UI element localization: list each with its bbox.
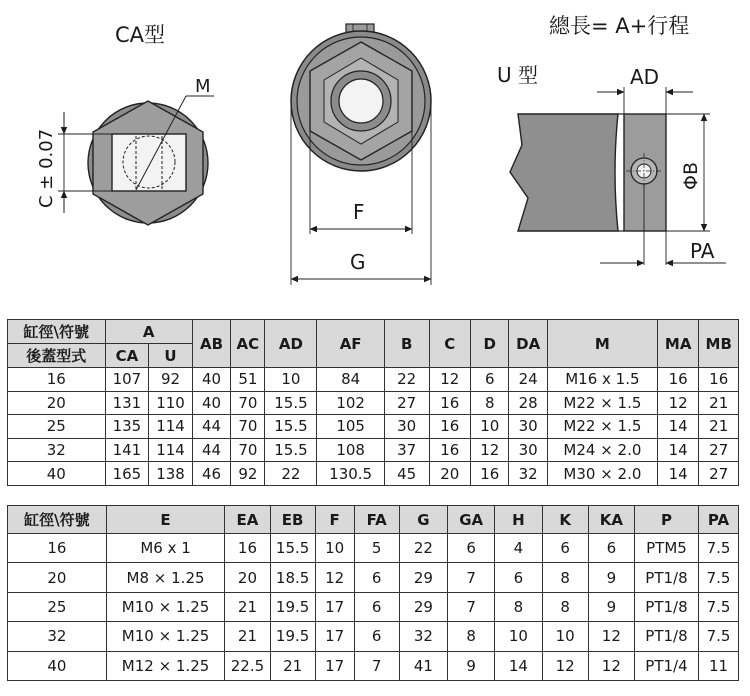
table-cell: 41 xyxy=(399,651,447,680)
table1-header-ca: CA xyxy=(105,344,149,368)
table1-header-ad: AD xyxy=(265,320,317,368)
table-cell: 131 xyxy=(105,391,149,415)
label-m: M xyxy=(195,76,211,97)
table-cell: 6 xyxy=(448,534,495,563)
table-cell: 8 xyxy=(448,622,495,651)
table-row xyxy=(8,462,739,486)
table-cell: 19.5 xyxy=(270,592,315,621)
table-cell: 165 xyxy=(105,462,149,486)
label-f: F xyxy=(353,200,365,224)
table2-header-row xyxy=(8,506,739,534)
table-cell: 12 xyxy=(657,391,699,415)
table1-header-m: M xyxy=(547,320,657,368)
table-cell: 16 xyxy=(429,391,471,415)
table1-header-b: B xyxy=(384,320,429,368)
table-cell: 5 xyxy=(354,534,399,563)
technical-drawings xyxy=(0,0,750,310)
table-cell: 18.5 xyxy=(270,563,315,592)
table2-header-ga: GA xyxy=(448,506,495,534)
table2-header-f: F xyxy=(315,506,354,534)
table-cell: 21 xyxy=(225,592,270,621)
table1-header-row-1 xyxy=(8,320,739,344)
table-cell: M24 × 2.0 xyxy=(547,438,657,462)
table-cell: 20 xyxy=(225,563,270,592)
table-cell: 21 xyxy=(270,651,315,680)
table-cell: 27 xyxy=(384,391,429,415)
table-cell: M30 × 2.0 xyxy=(547,462,657,486)
table-cell: PT1/8 xyxy=(634,622,698,651)
table-cell: PT1/8 xyxy=(634,563,698,592)
table1-header-bore: 缸徑\符號 xyxy=(8,320,106,344)
table-cell: 24 xyxy=(509,368,547,392)
table-row xyxy=(8,622,739,651)
table-row xyxy=(8,651,739,680)
table-row xyxy=(8,438,739,462)
table-cell: 7 xyxy=(448,592,495,621)
label-c-tolerance: C ± 0.07 xyxy=(36,128,57,208)
table-cell: 11 xyxy=(699,651,739,680)
table2-header-e: E xyxy=(106,506,225,534)
bore-size-cell: 16 xyxy=(8,368,106,392)
table-cell: 138 xyxy=(149,462,193,486)
table2-header-ka: KA xyxy=(588,506,634,534)
table-cell: 27 xyxy=(699,462,739,486)
ca-title: CA型 xyxy=(115,23,166,47)
table-cell: 107 xyxy=(105,368,149,392)
table1-header-c: C xyxy=(429,320,471,368)
table-cell: 28 xyxy=(509,391,547,415)
table-cell: 19.5 xyxy=(270,622,315,651)
table-cell: 32 xyxy=(509,462,547,486)
table-row xyxy=(8,368,739,392)
table1-header-ma: MA xyxy=(657,320,699,368)
table2-header-bore: 缸徑\符號 xyxy=(8,506,107,534)
bore-size-cell: 40 xyxy=(8,651,107,680)
table-cell: 10 xyxy=(542,622,588,651)
bore-size-cell: 25 xyxy=(8,415,106,439)
table-cell: 40 xyxy=(192,391,230,415)
table-cell: 70 xyxy=(231,438,265,462)
table1-header-af: AF xyxy=(317,320,384,368)
table-cell: 6 xyxy=(542,534,588,563)
bore-size-cell: 32 xyxy=(8,438,106,462)
table-cell: 92 xyxy=(231,462,265,486)
table-cell: 14 xyxy=(495,651,542,680)
table-cell: 8 xyxy=(542,563,588,592)
table-cell: PT1/4 xyxy=(634,651,698,680)
table-cell: 22 xyxy=(384,368,429,392)
table-cell: 9 xyxy=(588,592,634,621)
table1-header-a: A xyxy=(105,320,192,344)
table-cell: 105 xyxy=(317,415,384,439)
u-body xyxy=(510,114,618,231)
table-cell: M10 × 1.25 xyxy=(106,622,225,651)
table2-header-k: K xyxy=(542,506,588,534)
table2-header-eb: EB xyxy=(270,506,315,534)
table-cell: M6 x 1 xyxy=(106,534,225,563)
end-view xyxy=(291,24,431,285)
label-ad: AD xyxy=(630,65,660,89)
table-cell: 14 xyxy=(657,415,699,439)
table-cell: 102 xyxy=(317,391,384,415)
table1-header-da: DA xyxy=(509,320,547,368)
table-cell: 16 xyxy=(699,368,739,392)
table-cell: 44 xyxy=(192,438,230,462)
table-cell: 114 xyxy=(149,415,193,439)
table-cell: 114 xyxy=(149,438,193,462)
table-cell: M10 × 1.25 xyxy=(106,592,225,621)
table-cell: 9 xyxy=(448,651,495,680)
table-cell: 17 xyxy=(315,651,354,680)
table-cell: 51 xyxy=(231,368,265,392)
table-cell: 7 xyxy=(354,651,399,680)
table-cell: 22 xyxy=(399,534,447,563)
table-cell: 8 xyxy=(542,592,588,621)
table-cell: M16 x 1.5 xyxy=(547,368,657,392)
bore-size-cell: 40 xyxy=(8,462,106,486)
table-cell: 22.5 xyxy=(225,651,270,680)
table-cell: 7.5 xyxy=(699,622,739,651)
table-cell: 135 xyxy=(105,415,149,439)
table-cell: 16 xyxy=(429,415,471,439)
table-cell: 7.5 xyxy=(699,534,739,563)
dimension-table-2 xyxy=(7,505,739,681)
table-cell: 17 xyxy=(315,592,354,621)
bore-size-cell: 25 xyxy=(8,592,107,621)
table2-header-h: H xyxy=(495,506,542,534)
table-cell: 29 xyxy=(399,592,447,621)
table1-header-cover-type: 後蓋型式 xyxy=(8,344,106,368)
table-cell: 15.5 xyxy=(265,438,317,462)
table1-header-ab: AB xyxy=(192,320,230,368)
table-cell: 12 xyxy=(588,622,634,651)
table1-body xyxy=(8,368,739,486)
table-cell: 21 xyxy=(699,415,739,439)
table-cell: 14 xyxy=(657,438,699,462)
table-cell: 27 xyxy=(699,438,739,462)
table-cell: 30 xyxy=(509,438,547,462)
table-cell: M22 × 1.5 xyxy=(547,415,657,439)
table-cell: 20 xyxy=(429,462,471,486)
bore-size-cell: 20 xyxy=(8,391,106,415)
table-cell: 44 xyxy=(192,415,230,439)
table-cell: 10 xyxy=(471,415,509,439)
ca-type-view xyxy=(36,23,214,225)
table-cell: 22 xyxy=(265,462,317,486)
table2-header-fa: FA xyxy=(354,506,399,534)
table-cell: 6 xyxy=(354,563,399,592)
table-cell: M12 × 1.25 xyxy=(106,651,225,680)
table-cell: 70 xyxy=(231,391,265,415)
table-cell: 37 xyxy=(384,438,429,462)
table-cell: 8 xyxy=(495,592,542,621)
table-cell: 12 xyxy=(542,651,588,680)
table-cell: 108 xyxy=(317,438,384,462)
table-cell: PTM5 xyxy=(634,534,698,563)
table-cell: 10 xyxy=(315,534,354,563)
table-cell: 92 xyxy=(149,368,193,392)
table-cell: 17 xyxy=(315,622,354,651)
table-cell: 40 xyxy=(192,368,230,392)
table1-header-u: U xyxy=(149,344,193,368)
table-cell: 16 xyxy=(225,534,270,563)
label-g: G xyxy=(350,250,366,274)
table-cell: 21 xyxy=(225,622,270,651)
table-cell: 12 xyxy=(471,438,509,462)
table-cell: 10 xyxy=(265,368,317,392)
label-pa: PA xyxy=(690,239,715,263)
table-cell: 15.5 xyxy=(265,391,317,415)
bore-size-cell: 20 xyxy=(8,563,107,592)
table-cell: 130.5 xyxy=(317,462,384,486)
table-row xyxy=(8,563,739,592)
table-cell: 12 xyxy=(588,651,634,680)
table2-header-ea: EA xyxy=(225,506,270,534)
table-cell: 14 xyxy=(657,462,699,486)
table-row xyxy=(8,415,739,439)
table-cell: 15.5 xyxy=(265,415,317,439)
table2-body xyxy=(8,534,739,681)
table-row xyxy=(8,534,739,563)
table-cell: 8 xyxy=(471,391,509,415)
table2-header-p: P xyxy=(634,506,698,534)
table-cell: 16 xyxy=(429,438,471,462)
table-cell: 7.5 xyxy=(699,563,739,592)
end-bore xyxy=(339,79,383,123)
table1-header-d: D xyxy=(471,320,509,368)
table-cell: 30 xyxy=(384,415,429,439)
table-cell: 12 xyxy=(429,368,471,392)
table-cell: 45 xyxy=(384,462,429,486)
total-length-label: 總長= A+行程 xyxy=(549,14,690,38)
table-cell: 70 xyxy=(231,415,265,439)
table-cell: 46 xyxy=(192,462,230,486)
table-cell: 7 xyxy=(448,563,495,592)
table-cell: 21 xyxy=(699,391,739,415)
table2-header-g: G xyxy=(399,506,447,534)
table-cell: 32 xyxy=(399,622,447,651)
table-cell: 16 xyxy=(657,368,699,392)
table-row xyxy=(8,592,739,621)
table-row xyxy=(8,391,739,415)
table-cell: 10 xyxy=(495,622,542,651)
table-cell: 15.5 xyxy=(270,534,315,563)
table-cell: 9 xyxy=(588,563,634,592)
table-cell: 141 xyxy=(105,438,149,462)
table-cell: 7.5 xyxy=(699,592,739,621)
u-type-view xyxy=(497,14,726,265)
dimension-table-1 xyxy=(7,319,739,486)
table-cell: 29 xyxy=(399,563,447,592)
table-cell: 6 xyxy=(354,622,399,651)
table-cell: M8 × 1.25 xyxy=(106,563,225,592)
table-cell: 6 xyxy=(354,592,399,621)
table-cell: 110 xyxy=(149,391,193,415)
table-cell: 6 xyxy=(471,368,509,392)
table-cell: 4 xyxy=(495,534,542,563)
table-cell: 6 xyxy=(495,563,542,592)
bore-size-cell: 16 xyxy=(8,534,107,563)
table2-header-pa: PA xyxy=(699,506,739,534)
table-cell: 30 xyxy=(509,415,547,439)
table-cell: 12 xyxy=(315,563,354,592)
table-cell: 16 xyxy=(471,462,509,486)
u-title: U 型 xyxy=(497,63,538,87)
bore-size-cell: 32 xyxy=(8,622,107,651)
table1-header-mb: MB xyxy=(699,320,739,368)
label-phi-b: ΦB xyxy=(680,162,702,190)
table-cell: M22 × 1.5 xyxy=(547,391,657,415)
table-cell: PT1/8 xyxy=(634,592,698,621)
table-cell: 6 xyxy=(588,534,634,563)
table-cell: 84 xyxy=(317,368,384,392)
table1-header-ac: AC xyxy=(231,320,265,368)
